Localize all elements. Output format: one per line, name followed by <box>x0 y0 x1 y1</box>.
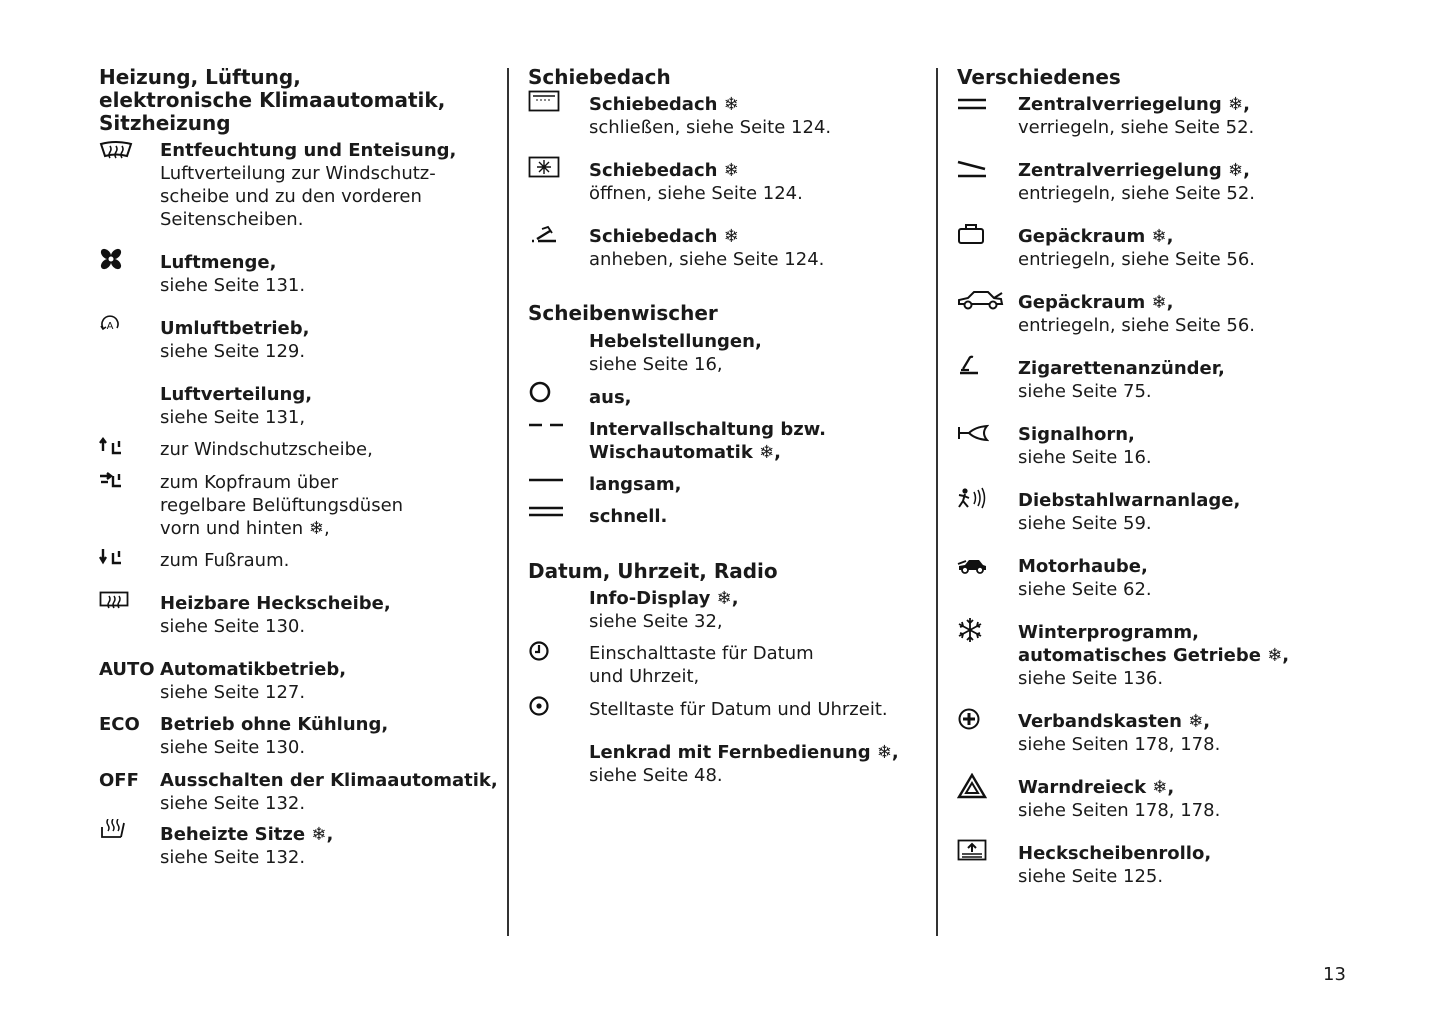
air-footwell-icon <box>98 546 124 568</box>
air-head-icon <box>98 469 124 491</box>
anti-theft-alarm-icon <box>956 486 988 512</box>
rear-window-heater-icon <box>98 590 130 612</box>
entry-einschalttaste: Einschalttaste für Datum und Uhrzeit, <box>589 643 814 687</box>
wiper-off-icon <box>527 380 553 404</box>
entry-signalhorn: Signalhorn, siehe Seite 16. <box>1018 424 1152 468</box>
entry-zentralverriegelung-verriegeln: Zentralverriegelung ❄, verriegeln, siehe Seite 52. <box>1018 94 1255 138</box>
entry-schiebedach-anheben: Schiebedach ❄ anheben, siehe Seite 124. <box>589 226 825 270</box>
entry-intervallschaltung: Intervallschaltung bzw. Wischautomatik ❄, <box>589 419 826 463</box>
page-number: 13 <box>1323 964 1346 985</box>
entry-entfeuchtung: Entfeuchtung und Enteisung, Luftverteilung zur Windschutz- scheibe und zu den vorderen Seitenscheiben. <box>160 140 457 230</box>
first-aid-icon <box>956 706 982 732</box>
entry-lenkrad-fernbedienung: Lenkrad mit Fernbedienung ❄, siehe Seite 48. <box>589 742 899 786</box>
column-divider-right <box>936 68 938 936</box>
entry-ohne-kuehlung: Betrieb ohne Kühlung, siehe Seite 130. <box>160 714 389 758</box>
entry-schiebedach-schliessen: Schiebedach ❄ schließen, siehe Seite 124. <box>589 94 832 138</box>
clock-power-icon <box>527 639 551 663</box>
entry-automatikbetrieb: Automatikbetrieb, siehe Seite 127. <box>160 659 347 703</box>
entry-luftverteilung: Luftverteilung, siehe Seite 131, <box>160 384 313 428</box>
column-divider-left <box>507 68 509 936</box>
air-windshield-icon <box>98 436 124 458</box>
central-unlock-icon <box>956 159 988 179</box>
entry-zigarettenanzuender: Zigarettenanzünder, siehe Seite 75. <box>1018 358 1225 402</box>
entry-hebelstellungen: Hebelstellungen, siehe Seite 16, <box>589 331 762 375</box>
entry-winterprogramm: Winterprogramm, automatisches Getriebe ❄, siehe Seite 136. <box>1018 622 1290 689</box>
fan-icon <box>98 246 124 272</box>
rear-blind-icon <box>956 838 988 864</box>
section-heading-verschiedenes: Verschiedenes <box>957 65 1121 89</box>
entry-zentralverriegelung-entriegeln: Zentralverriegelung ❄, entriegeln, siehe Seite 52. <box>1018 160 1256 204</box>
car-trunk-open-icon <box>955 288 1005 312</box>
entry-stelltaste: Stelltaste für Datum und Uhrzeit. <box>589 699 888 720</box>
prefix-off: OFF <box>99 770 139 791</box>
hood-release-icon <box>956 556 988 576</box>
wiper-interval-icon <box>527 418 565 432</box>
snowflake-icon <box>956 616 984 644</box>
entry-diebstahlwarnanlage: Diebstahlwarnanlage, siehe Seite 59. <box>1018 490 1241 534</box>
entry-gepaeckraum-1: Gepäckraum ❄, entriegeln, siehe Seite 56. <box>1018 226 1256 270</box>
trunk-release-icon <box>956 222 986 246</box>
entry-fussraum: zum Fußraum. <box>160 550 290 571</box>
clock-set-icon <box>527 694 551 718</box>
entry-motorhaube: Motorhaube, siehe Seite 62. <box>1018 556 1152 600</box>
heated-seat-icon <box>98 818 126 844</box>
section-heading-schiebedach: Schiebedach <box>528 65 671 89</box>
recirculation-icon <box>98 312 122 336</box>
cigarette-lighter-icon <box>956 352 982 378</box>
section-heading-heizung: Heizung, Lüftung, elektronische Klimaautomatik, Sitzheizung <box>99 65 446 135</box>
entry-windschutzscheibe: zur Windschutzscheibe, <box>160 439 373 460</box>
warning-triangle-icon <box>956 772 988 800</box>
entry-langsam: langsam, <box>589 474 682 495</box>
entry-aus: aus, <box>589 387 632 408</box>
entry-heckscheibe: Heizbare Heckscheibe, siehe Seite 130. <box>160 593 391 637</box>
prefix-auto: AUTO <box>99 659 155 680</box>
entry-umluftbetrieb: Umluftbetrieb, siehe Seite 129. <box>160 318 310 362</box>
prefix-eco: ECO <box>99 714 140 735</box>
central-lock-icon <box>956 96 988 112</box>
entry-beheizte-sitze: Beheizte Sitze ❄, siehe Seite 132. <box>160 824 334 868</box>
sunroof-close-icon <box>527 89 561 113</box>
sunroof-tilt-icon <box>527 222 561 246</box>
svg-text:A: A <box>106 321 114 332</box>
wiper-slow-icon <box>527 473 565 487</box>
entry-schnell: schnell. <box>589 506 668 527</box>
entry-ausschalten: Ausschalten der Klimaautomatik, siehe Seite 132. <box>160 770 498 814</box>
wiper-fast-icon <box>527 504 565 520</box>
entry-kopfraum: zum Kopfraum über regelbare Belüftungsdüsen vorn und hinten ❄, <box>160 472 404 539</box>
entry-gepaeckraum-2: Gepäckraum ❄, entriegeln, siehe Seite 56. <box>1018 292 1256 336</box>
entry-luftmenge: Luftmenge, siehe Seite 131. <box>160 252 306 296</box>
windshield-defrost-icon <box>98 140 134 162</box>
section-heading-scheibenwischer: Scheibenwischer <box>528 301 718 325</box>
sunroof-open-icon <box>527 155 561 179</box>
entry-verbandskasten: Verbandskasten ❄, siehe Seiten 178, 178. <box>1018 711 1221 755</box>
entry-info-display: Info-Display ❄, siehe Seite 32, <box>589 588 739 632</box>
entry-schiebedach-oeffnen: Schiebedach ❄ öffnen, siehe Seite 124. <box>589 160 803 204</box>
entry-warndreieck: Warndreieck ❄, siehe Seiten 178, 178. <box>1018 777 1221 821</box>
entry-heckscheibenrollo: Heckscheibenrollo, siehe Seite 125. <box>1018 843 1212 887</box>
horn-icon <box>956 423 990 443</box>
section-heading-datum: Datum, Uhrzeit, Radio <box>528 559 778 583</box>
